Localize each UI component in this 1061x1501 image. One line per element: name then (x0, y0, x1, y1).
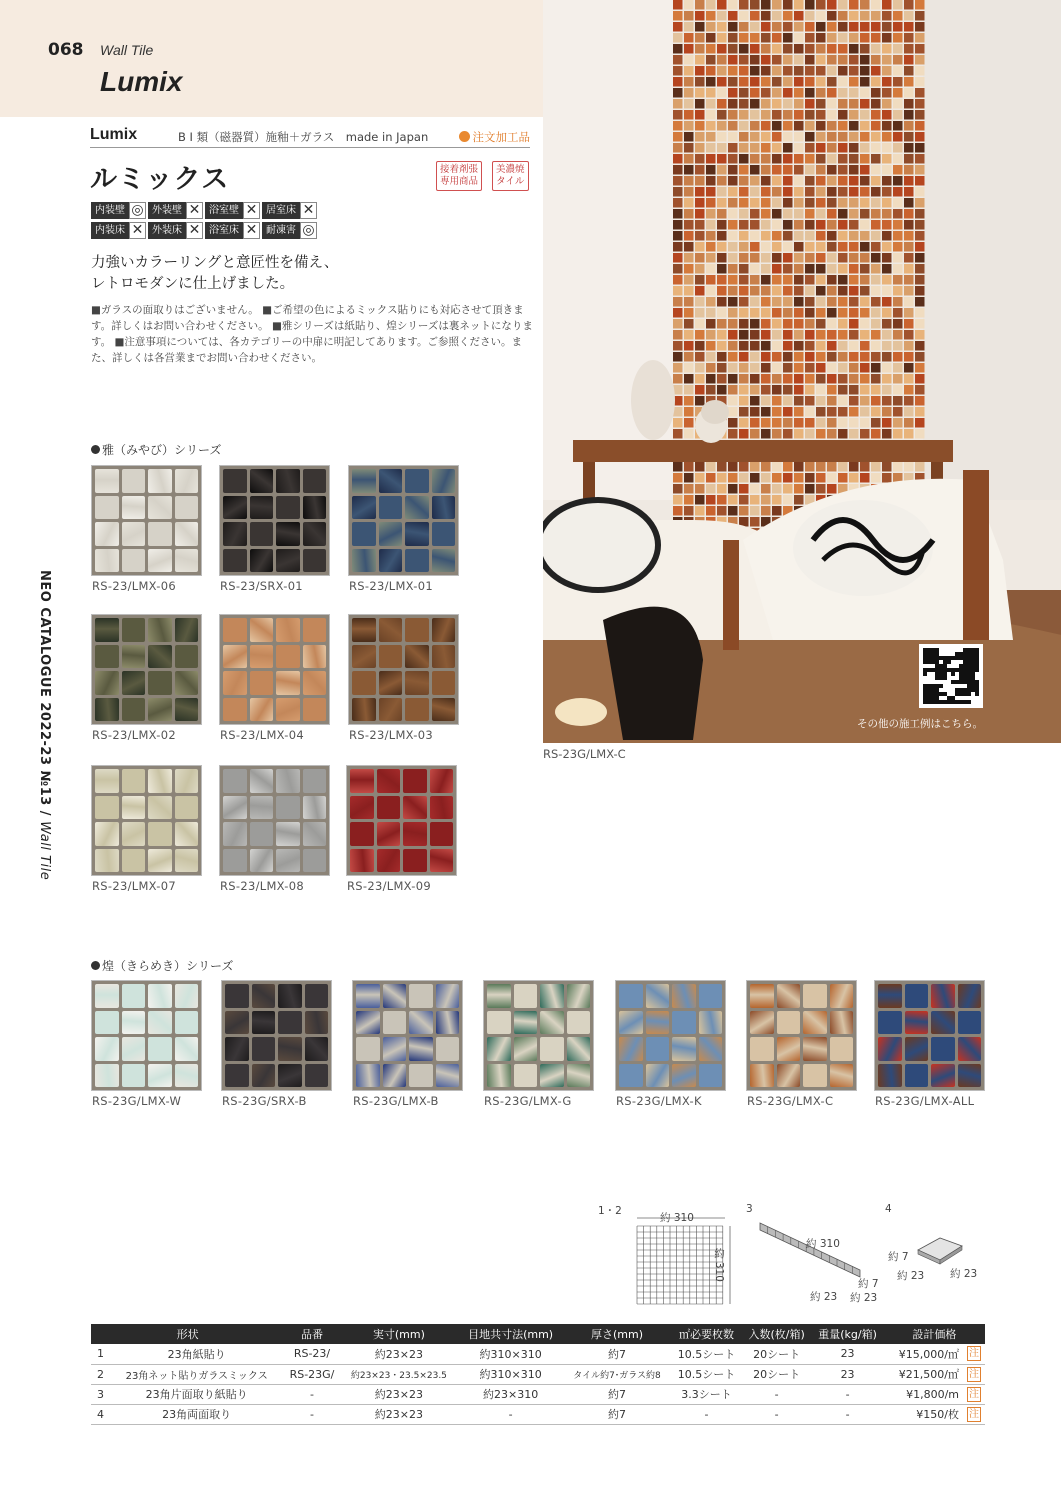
table-header-row (91, 1324, 985, 1344)
usage-cell (91, 201, 146, 220)
tile-swatch (348, 614, 459, 725)
diagram-3-label: 3 (746, 1203, 753, 1215)
cell-weight: 23 (811, 1344, 883, 1364)
cell-thick: 約7 (563, 1384, 671, 1404)
tile-swatch (348, 465, 459, 576)
cell-code: RS-23G/ (284, 1364, 339, 1384)
cell-weight: - (811, 1384, 883, 1404)
series-heading-text: 雅（みやび）シリーズ (102, 443, 222, 457)
cell-weight: 23 (811, 1364, 883, 1384)
order-note-badge: 注 (969, 1348, 979, 1360)
diagram-4-thickness: 約 7 (888, 1251, 909, 1263)
tile-swatch (91, 765, 202, 876)
usage-cell (148, 201, 203, 220)
cell-no: 3 (91, 1384, 109, 1404)
cell-thick: 約7 (563, 1344, 671, 1364)
cell-joint: 約23×310 (458, 1384, 563, 1404)
tile-swatch (219, 465, 330, 576)
tile-code: RS-23/SRX-01 (220, 579, 303, 593)
cell-code: RS-23/ (284, 1344, 339, 1364)
cell-joint: 約310×310 (458, 1364, 563, 1384)
usage-mark: ✕ (129, 222, 146, 239)
tile-swatch (352, 980, 463, 1091)
order-dot-icon (459, 131, 470, 142)
qr-code[interactable] (919, 644, 983, 708)
diagram-4-width-1: 約 23 (897, 1270, 925, 1282)
usage-label: 外装壁 (148, 202, 186, 219)
cell-price: ¥150/枚 (884, 1404, 963, 1424)
diagram-width-label: 約 310 (660, 1212, 694, 1224)
usage-mark: ✕ (300, 202, 317, 219)
order-note (459, 129, 531, 145)
qr-caption: その他の施工例はこちら。 (857, 718, 983, 730)
tile-code: RS-23/LMX-09 (347, 879, 431, 893)
cell-joint: 約310×310 (458, 1344, 563, 1364)
tile-code: RS-23G/LMX-C (747, 1094, 834, 1108)
diagram-3-length: 約 310 (806, 1238, 840, 1250)
usage-label: 内装壁 (91, 202, 129, 219)
tile-code: RS-23/LMX-04 (220, 728, 304, 742)
usage-mark: ✕ (186, 222, 203, 239)
usage-cell (91, 221, 146, 240)
tile-swatch (91, 980, 202, 1091)
page-title: Lumix (100, 66, 183, 97)
cell-no: 1 (91, 1344, 109, 1364)
cell-need: 3.3シート (671, 1384, 742, 1404)
lead-copy (91, 253, 338, 295)
cell-size: 約23×23・23.5×23.5 (340, 1364, 459, 1384)
diagram-4-label: 4 (885, 1203, 892, 1215)
tile-swatch (483, 980, 594, 1091)
side-text-bold: NEO CATALOGUE 2022-23 №13 / (37, 570, 52, 822)
col-header: 目地共寸法(mm) (458, 1324, 563, 1344)
series-miyabi-heading (91, 441, 221, 458)
tile-code: RS-23/LMX-06 (92, 579, 176, 593)
side-catalogue-text (32, 570, 52, 890)
cell-price: ¥15,000/㎡ (884, 1344, 963, 1364)
badge-line: 接着剤張 (440, 164, 479, 175)
usage-cell (205, 201, 260, 220)
cell-code: - (284, 1384, 339, 1404)
tile-code: RS-23G/LMX-G (484, 1094, 572, 1108)
order-note-badge: 注 (969, 1368, 979, 1380)
col-header: 品番 (284, 1324, 339, 1344)
tile-swatch (219, 765, 330, 876)
product-header-row (90, 126, 530, 148)
series-kirameki-heading (91, 957, 233, 974)
product-name-jp: ルミックス (90, 164, 230, 195)
tile-swatch (746, 980, 857, 1091)
usage-cell (262, 221, 317, 240)
cell-shape: 23角ネット貼りガラスミックス (109, 1364, 284, 1384)
tile-code: RS-23G/LMX-ALL (875, 1094, 975, 1108)
tile-code: RS-23G/SRX-B (222, 1094, 307, 1108)
tile-code: RS-23G/LMX-W (92, 1094, 182, 1108)
col-header: 入数(枚/箱) (742, 1324, 811, 1344)
cell-qty: 20シート (742, 1344, 811, 1364)
tile-swatch (219, 614, 330, 725)
usage-label: 居室床 (262, 202, 300, 219)
bullet-icon (91, 961, 100, 970)
page-number: 068 (48, 40, 84, 60)
badge-line: 専用商品 (440, 176, 479, 187)
cell-shape: 23角両面取り (109, 1404, 284, 1424)
table-row (91, 1344, 985, 1364)
tile-swatch (874, 980, 985, 1091)
diagram-3-width-2: 約 23 (850, 1292, 878, 1304)
bullet-icon (91, 445, 100, 454)
tile-swatch (91, 614, 202, 725)
order-note-text: 注文加工品 (472, 130, 530, 144)
spec-table (91, 1324, 985, 1425)
product-spec: B I 類（磁器質）施釉＋ガラス made in Japan (178, 130, 429, 144)
usage-mark: ✕ (186, 202, 203, 219)
tile-code: RS-23/LMX-03 (349, 728, 433, 742)
usage-label: 耐凍害 (262, 222, 300, 239)
cell-thick: タイル約7･ガラス約8 (563, 1364, 671, 1384)
usage-label: 外装床 (148, 222, 186, 239)
badge-line: タイル (496, 176, 525, 187)
cell-weight: - (811, 1404, 883, 1424)
cell-size: 約23×23 (340, 1384, 459, 1404)
tile-code: RS-23/LMX-01 (349, 579, 433, 593)
usage-row-1 (91, 201, 331, 220)
cell-need: - (671, 1404, 742, 1424)
usage-label: 内装床 (91, 222, 129, 239)
cell-need: 10.5シート (671, 1364, 742, 1384)
order-note-badge: 注 (969, 1388, 979, 1400)
cell-price: ¥1,800/m (884, 1384, 963, 1404)
series-heading-text: 煌（きらめき）シリーズ (102, 959, 234, 973)
side-text-italic: Wall Tile (37, 821, 52, 881)
col-header: ㎡必要枚数 (671, 1324, 742, 1344)
cell-joint: - (458, 1404, 563, 1424)
tile-swatch (221, 980, 332, 1091)
cell-shape: 23角紙貼り (109, 1344, 284, 1364)
notes-text: ■ガラスの面取りはございません。 ■ご希望の色によるミックス貼りにも対応させて頂きます。詳しくはお問い合わせください。 ■雅シリーズは紙貼り、煌シリーズは裏ネットになります。 ■注意事項については、各カテゴリーの中扉に明記してあります。ご参照ください。また、詳しくは各営業までお問い合わせください。 (91, 304, 533, 364)
usage-mark: ✕ (243, 202, 260, 219)
table-row (91, 1384, 985, 1404)
col-header: 実寸(mm) (340, 1324, 459, 1344)
cell-no: 4 (91, 1404, 109, 1424)
cell-note (963, 1364, 985, 1384)
cell-qty: 20シート (742, 1364, 811, 1384)
tile-code: RS-23/LMX-02 (92, 728, 176, 742)
tile-code: RS-23/LMX-07 (92, 879, 176, 893)
cell-qty: - (742, 1384, 811, 1404)
usage-cell (148, 221, 203, 240)
cell-note (963, 1384, 985, 1404)
order-note-badge: 注 (969, 1408, 979, 1420)
badge-line: 美濃焼 (496, 164, 525, 175)
diagram-3-width-1: 約 23 (810, 1291, 838, 1303)
cell-size: 約23×23 (340, 1404, 459, 1424)
table-row (91, 1404, 985, 1424)
usage-label: 浴室床 (205, 222, 243, 239)
installation-photo (543, 0, 1061, 743)
diagram-1-2-label: 1・2 (598, 1205, 622, 1217)
cell-thick: 約7 (563, 1404, 671, 1424)
usage-label: 浴室壁 (205, 202, 243, 219)
cell-price: ¥21,500/㎡ (884, 1364, 963, 1384)
badge-mino (492, 161, 529, 191)
lead-line: レトロモダンに仕上げました。 (91, 276, 295, 292)
badge-adhesive (436, 161, 482, 191)
usage-cell (262, 201, 317, 220)
cell-note (963, 1344, 985, 1364)
cell-note (963, 1404, 985, 1424)
category-label: Wall Tile (100, 42, 154, 58)
tile-swatch (91, 465, 202, 576)
diagram-3-thickness: 約 7 (858, 1278, 879, 1290)
product-name-en: Lumix (90, 126, 138, 143)
tile-code: RS-23/LMX-08 (220, 879, 304, 893)
room-scene-illustration (543, 0, 1061, 743)
tile-swatch (615, 980, 726, 1091)
col-header: 設計価格 (884, 1324, 985, 1344)
qr-code-icon (923, 648, 979, 704)
tile-swatch (346, 765, 457, 876)
lead-line: 力強いカラーリングと意匠性を備え、 (91, 255, 339, 271)
usage-row-2 (91, 221, 331, 240)
cell-qty: - (742, 1404, 811, 1424)
usage-mark: ✕ (243, 222, 260, 239)
cell-code: - (284, 1404, 339, 1424)
col-header: 形状 (91, 1324, 284, 1344)
cell-no: 2 (91, 1364, 109, 1384)
diagram-height-label: 約 310 (713, 1248, 725, 1282)
usage-mark: ◎ (129, 202, 146, 219)
diagram-4-width-2: 約 23 (950, 1268, 978, 1280)
photo-caption: RS-23G/LMX-C (543, 747, 626, 761)
cell-need: 10.5シート (671, 1344, 742, 1364)
cell-size: 約23×23 (340, 1344, 459, 1364)
usage-cell (205, 221, 260, 240)
col-header: 厚さ(mm) (563, 1324, 671, 1344)
cell-shape: 23角片面取り紙貼り (109, 1384, 284, 1404)
table-row (91, 1364, 985, 1384)
tile-code: RS-23G/LMX-B (353, 1094, 439, 1108)
col-header: 重量(kg/箱) (811, 1324, 883, 1344)
usage-mark: ◎ (300, 222, 317, 239)
tile-code: RS-23G/LMX-K (616, 1094, 702, 1108)
